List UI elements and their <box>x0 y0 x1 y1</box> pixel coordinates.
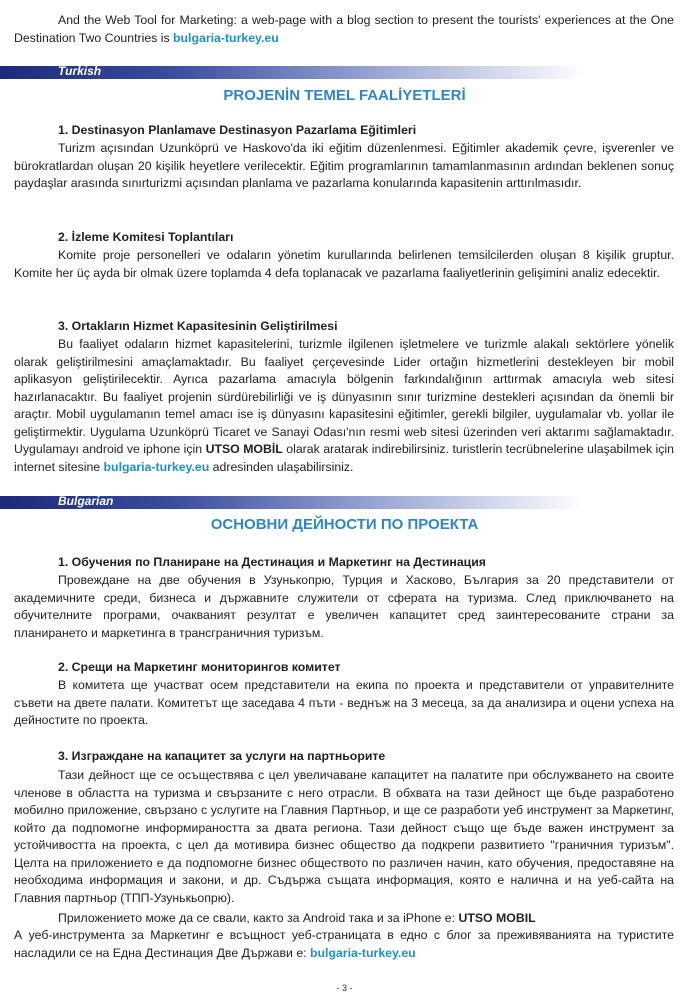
bulgarian-app-name: UTSO MOBIL <box>458 911 536 925</box>
bulgarian-website-link[interactable]: bulgaria-turkey.eu <box>310 945 416 960</box>
bulgarian-language-bar <box>0 496 689 509</box>
intro-link[interactable]: bulgaria-turkey.eu <box>173 30 279 45</box>
bulgarian-section-title: ОСНОВНИ ДЕЙНОСТИ ПО ПРОЕКТА <box>210 516 479 533</box>
intro-text: And the Web Tool for Marketing: a web-page with a blog section to present the tourists' experiences at the One Destination Two Countries is <box>14 13 674 45</box>
turkish-language-label: Turkish <box>58 64 102 78</box>
turkish-heading-1: 1. Destinasyon Planlamave Destinasyon Pazarlama Eğitimleri <box>58 123 417 137</box>
bulgarian-language-label: Bulgarian <box>58 494 114 508</box>
bulgarian-paragraph-2: В комитета ще участват осем представители на екипа по проекта и представители от управителните съвети на двете палати. Комитетът ще заседава 4 пъти - веднъж на 3 месеца, за да анализира и оцени успеха на дейностите по проекта. <box>14 678 674 727</box>
turkish-heading-3: 3. Ortakların Hizmet Kapasitesinin Geliştirilmesi <box>58 319 338 333</box>
turkish-p3-text-b: olarak aratarak indirebilirsiniz. turistlerin tecrübnelerine ulaşabilmek için internet sitesine <box>14 442 674 474</box>
turkish-paragraph-3 <box>14 336 674 476</box>
page-number: - 3 - <box>336 983 353 993</box>
bulgarian-heading-2: 2. Срещи на Маркетинг мониторингов комитет <box>58 660 341 674</box>
bulgarian-heading-3: 3. Изграждане на капацитет за услуги на партньорите <box>58 749 386 763</box>
turkish-p3-text-c: adresinden ulaşabilirsiniz. <box>209 459 354 474</box>
turkish-section-title: PROJENİN TEMEL FAALİYETLERİ <box>223 87 466 104</box>
intro-paragraph <box>14 12 674 47</box>
bulgarian-app-text: Приложението може да се свали, както за Android така и за iPhone е: <box>58 911 459 925</box>
bulgarian-web-tool <box>14 927 674 962</box>
turkish-paragraph-1: Turizm açısından Uzunköprü ve Haskovo'da iki eğitim düzenlenmesi. Eğitimler akademik çevre, işverenler ve bürokratlardan oluşan 20 kişilik heyetlere verilecektir. Eğitim programlarının tamamlanmasının ardından beklenen sonuç paydaşlar arasında sınırturizmi açısından planlama ve pazarlama konularında kapasitenin arttırılmasıdır. <box>14 141 674 190</box>
turkish-website-link[interactable]: bulgaria-turkey.eu <box>103 459 210 474</box>
bulgarian-web-text: А уеб-инструмента за Маркетинг е всъщност уеб-страницата в едно с блог за преживяванията на туристите насладили се на Една Дестинация Две Държави е: <box>14 928 674 960</box>
bulgarian-heading-1: 1. Обучения по Планиране на Дестинация и Маркетинг на Дестинация <box>58 555 486 569</box>
bulgarian-app-download <box>14 910 674 928</box>
turkish-p3-text-a: Bu faaliyet odaların hizmet kapasitelerini, turizmle ilgilenen işletmelere ve turizmle alakalı sektörlere yönelik olarak geliştirilmesini amaçlamaktadır. Bu faaliyet çerçevesinde Lider ortağın hizmetlerini destekleyen bir mobil aplikasyon geliştirilecektir. Ayrıca pazarlama amacıyla bölgenin farkındalığının arttırmak amacıyla web sitesi hazırlanacaktır. Bu faaliyet projenin sürdürebilirliği ve iş dünyasının sınır turizmine destekleri açısından da önemli bir araçtır. Mobil uygulamanın temel amacı ise iş dünyasını kapasitesini eğitimler, gerekli bilgiler, uygulamalar vb. yollar ile geliştirmektir. Uygulama Uzunköprü Ticaret ve Sanayi Odası'nın resmi web sitesi üzerinden veri aktarımı sağlamaktadır. Uygulamayı android ve iphone için <box>14 337 674 456</box>
turkish-heading-2: 2. İzleme Komitesi Toplantıları <box>58 230 234 244</box>
turkish-app-name: UTSO MOBİL <box>205 442 283 456</box>
bulgarian-paragraph-1: Провеждане на две обучения в Узунькопрю, Турция и Хасково, България за 20 представители от академичните среди, бизнеса и държавните служители от сферата на туризма. След приключването на обучителните програми, очакваният резултат е увеличен капацитет сред заинтересованите страни за планирането и маркетинга в трансграничния туризъм. <box>14 573 674 640</box>
bulgarian-paragraph-3: Тази дейност ще се осъществява с цел увеличаване капацитет на палатите при обслужването на своите членове в областта на туризма и свързаните с него отрасли. В обхвата на тази дейност ще бъде разработено мобилно приложение, свързано с услугите на Главния Партньор, и ще се разработи уеб инструмент за Маркетинг, който да подпомогне информираността за двата региона. Тази дейност също ще бъде важен инструмент за устойчивостта на проекта, с цел да мотивира бизнес общество да подкрепи развитието "граничния туризъм". Целта на приложението е да подпомогне бизнес обществото по различен начин, като обучения, предоставяне на необходима информация и закони, и др. Съдържа същата информация, която е налична и на уеб-сайта на Главния партньор (ТПП-Узунькьопрю). <box>14 768 674 905</box>
turkish-paragraph-2: Komite proje personelleri ve odaların yönetim kurullarında belirlenen temsilcilerden oluşan 8 kişilik gruptur. Komite her üç ayda bir olmak üzere toplamda 4 defa toplanacak ve pazarlama faaliyetlerinin gelişimini analiz edecektir. <box>14 248 674 280</box>
turkish-language-bar <box>0 66 689 79</box>
